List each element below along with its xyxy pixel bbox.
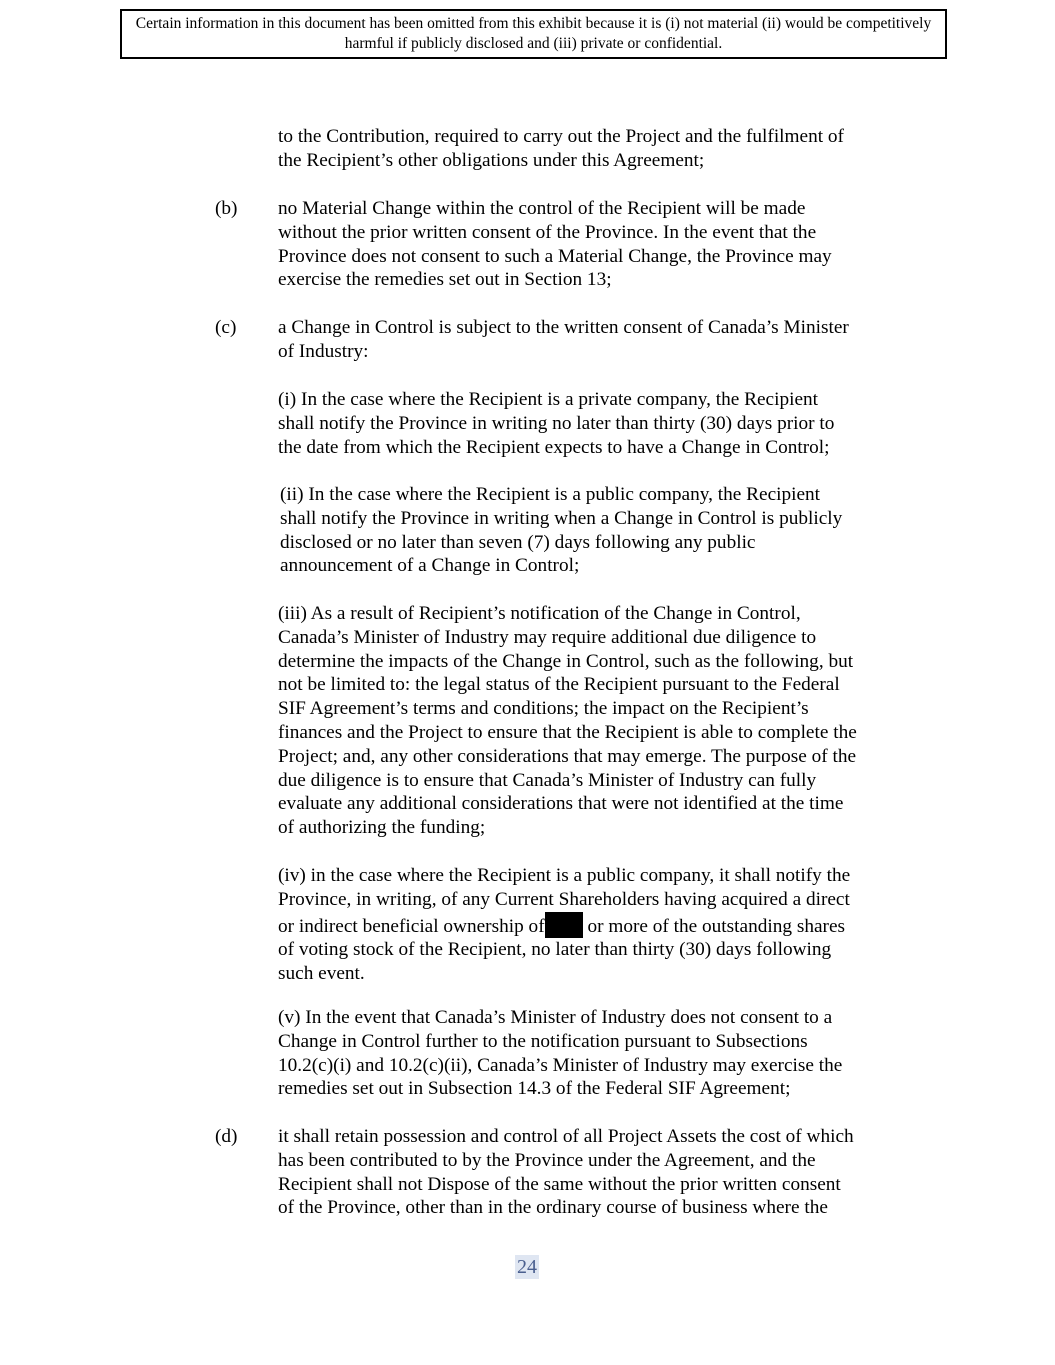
- subitem-c-iii: (iii) As a result of Recipient’s notification of the Change in Control, Canada’s Minister of Industry may require additional due diligence to determine the impacts of the Change in Control, such as the following, but not be limited to: the legal status of the Recipient pursuant to the Federal SIF Agreement’s terms and conditions; the impact on the Recipient’s finances and the Project to ensure that the Recipient is able to complete the Project; and, any other considerations that may emerge. The purpose of the due diligence is to ensure that Canada’s Minister of Industry can fully evaluate any additional considerations that were not identified at the time of authorizing the funding;: [278, 603, 857, 839]
- subitem-c-iv: [278, 864, 908, 986]
- confidentiality-notice: Certain information in this document has been omitted from this exhibit because it is (i) not material (ii) would be competitively harmful if publicly disclosed and (iii) private or confidential.: [120, 9, 947, 59]
- item-d-text: it shall retain possession and control of all Project Assets the cost of which has been contributed to by the Province under the Agreement, and the Recipient shall not Dispose of the same without the prior written consent of the Province, other than in the ordinary course of business where the: [278, 1126, 854, 1219]
- item-b-text: no Material Change within the control of the Recipient will be made without the prior written consent of the Province. In the event that the Province does not consent to such a Material Change, the Province may exercise the remedies set out in Section 13;: [278, 198, 832, 291]
- item-d-label: (d): [215, 1126, 238, 1147]
- subitem-c-ii: (ii) In the case where the Recipient is a public company, the Recipient shall notify the Province in writing when a Change in Control is publicly disclosed or no later than seven (7) days following any public announcement of a Change in Control;: [280, 484, 843, 577]
- continuation-paragraph: to the Contribution, required to carry out the Project and the fulfilment of the Recipient’s other obligations under this Agreement;: [278, 126, 844, 171]
- subitem-c-iv-part2: or more of the outstanding shares of voting stock of the Recipient, no later than thirty (30) days following such event.: [278, 915, 846, 985]
- redaction-block: [545, 912, 583, 938]
- subitem-c-v: (v) In the event that Canada’s Minister of Industry does not consent to a Change in Control further to the notification pursuant to Subsections 10.2(c)(i) and 10.2(c)(ii), Canada’s Minister of Industry may exercise the remedies set out in Subsection 14.3 of the Federal SIF Agreement;: [278, 1007, 843, 1100]
- item-c-label: (c): [215, 317, 237, 338]
- subitem-c-i: (i) In the case where the Recipient is a private company, the Recipient shall notify the Province in writing no later than thirty (30) days prior to the date from which the Recipient expects to have a Change in Control;: [278, 389, 835, 458]
- item-b-label: (b): [215, 198, 238, 219]
- item-c-text: a Change in Control is subject to the written consent of Canada’s Minister of Industry:: [278, 317, 849, 362]
- page-number: 24: [517, 1256, 537, 1278]
- subitem-c-iv-part1: (iv) in the case where the Recipient is a public company, it shall notify the Province, in writing, of any Current Shareholders having acquired a direct or indirect beneficial ownership of: [278, 865, 851, 937]
